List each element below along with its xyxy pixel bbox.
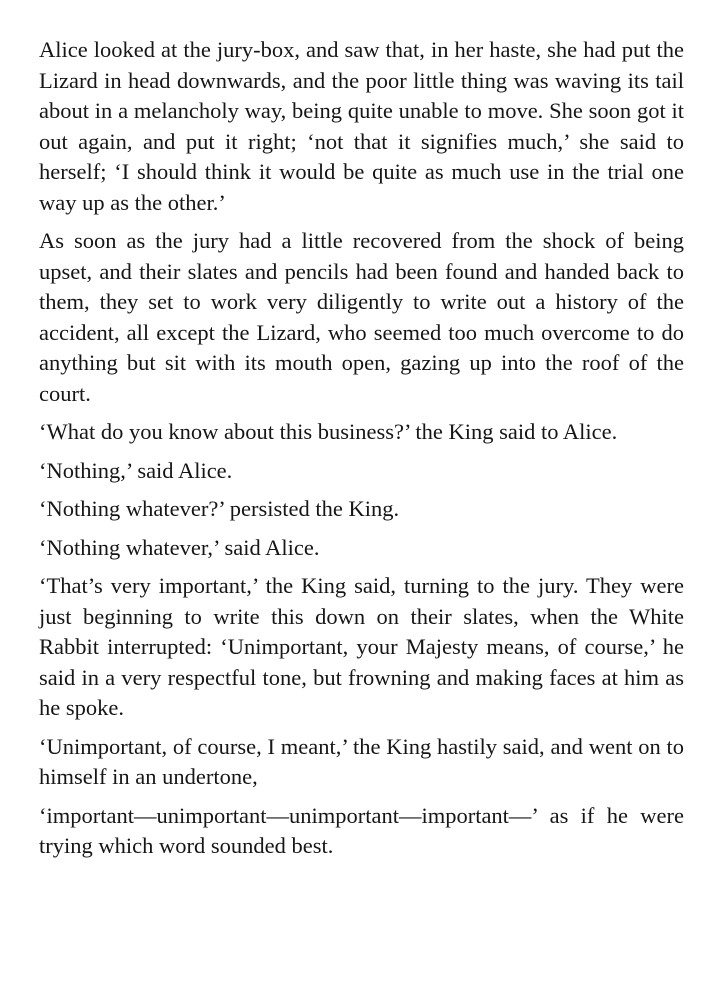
paragraph-alice-nothing: ‘Nothing,’ said Alice.	[39, 457, 233, 483]
paragraph-jury-box: Alice looked at the jury-box, and saw that, in her haste, she had put the Lizard in head downwards, and the poor little thing was waving its tail about in a melancholy way, being quite unable to move. She soon got it out again, and put it right; ‘not that it signifies much,’ she said to herself; ‘I should think it would be quite as much use in the trial one way up as the other.’	[39, 37, 684, 215]
paragraph-alice-nothing-whatever: ‘Nothing whatever,’ said Alice.	[39, 534, 320, 560]
paragraph-unimportant: ‘Unimportant, of course, I meant,’ the King hastily said, and went on to himself in an undertone,	[39, 733, 684, 789]
paragraph-important-unimportant: ‘important—unimportant—unimportant—important—’ as if he were trying which word sounded best.	[39, 802, 684, 858]
paragraph-very-important: ‘That’s very important,’ the King said, turning to the jury. They were just beginning to write this down on their slates, when the White Rabbit interrupted: ‘Unimportant, your Majesty means, of course,’ he said in a very respectful tone, but frowning and making faces at him as he spoke.	[39, 573, 684, 720]
book-page	[39, 35, 684, 870]
paragraph-king-persisted: ‘Nothing whatever?’ persisted the King.	[39, 496, 400, 521]
paragraph-jury-recovered: As soon as the jury had a little recovered from the shock of being upset, and their slates and pencils had been found and handed back to them, they set to work very diligently to write out a history of the accident, all except the Lizard, who seemed too much overcome to do anything but sit with its mouth open, gazing up into the roof of the court.	[39, 228, 684, 406]
paragraph-king-question: ‘What do you know about this business?’ the King said to Alice.	[39, 419, 618, 444]
